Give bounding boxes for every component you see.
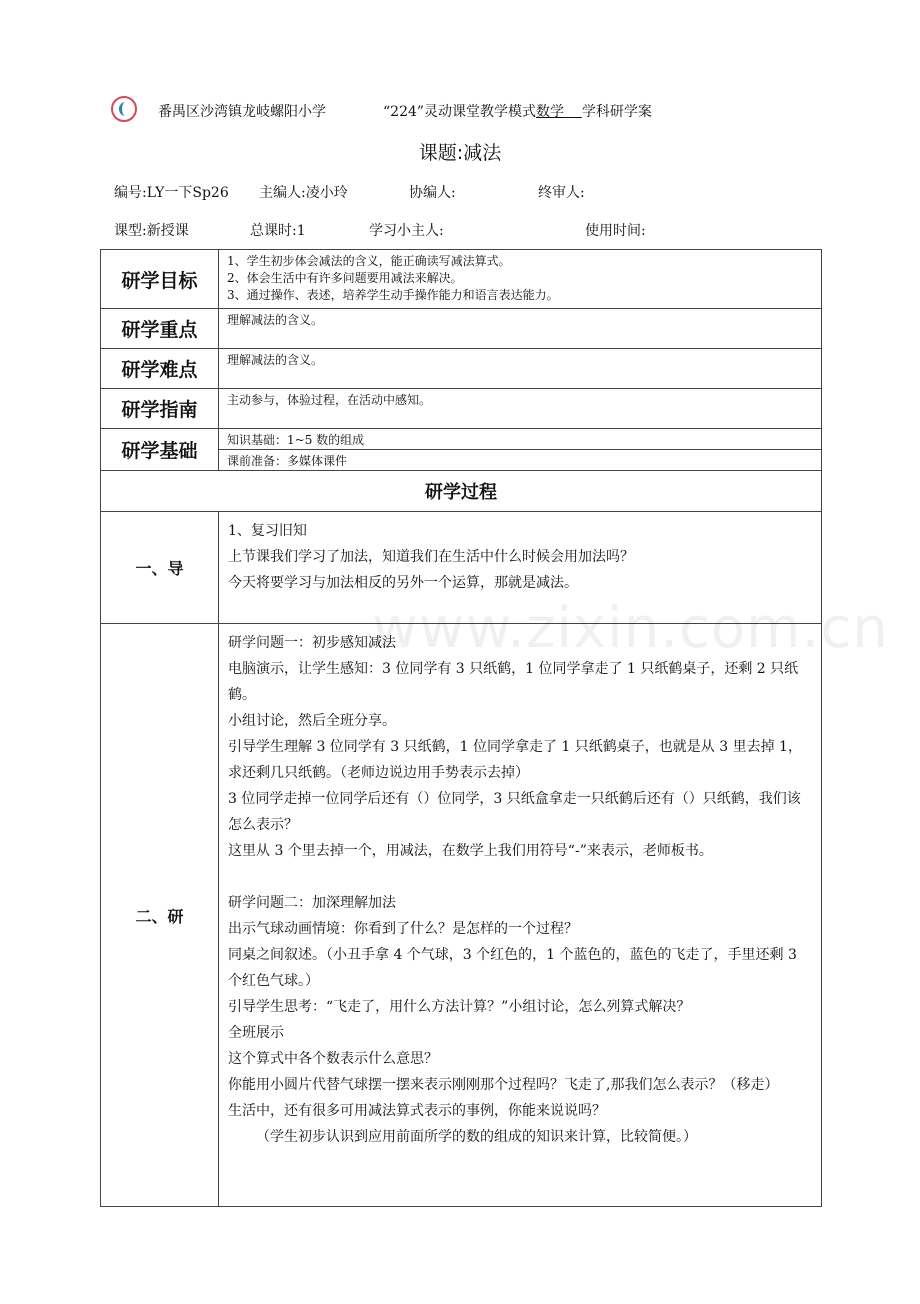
paragraph: 你能用小圆片代替气球摆一摆来表示刚刚那个过程吗？飞走了,那我们怎么表示？（移走） xyxy=(228,1077,779,1093)
guide-label: 研学指南 xyxy=(101,389,219,429)
process-heading: 研学过程 xyxy=(101,471,822,512)
basis-preparation: 课前准备：多媒体课件 xyxy=(227,454,348,468)
school-logo-icon xyxy=(111,96,137,122)
paragraph: 今天将要学习与加法相反的另外一个运算，那就是减法。 xyxy=(228,575,578,591)
lesson-type: 课型:新授课 xyxy=(114,223,189,239)
watermark: www.zixin.com.cn xyxy=(372,596,889,661)
section-guide-label: 一、导 xyxy=(101,512,219,624)
basis-label: 研学基础 xyxy=(101,429,219,471)
total-hours: 总课时:1 xyxy=(250,223,306,239)
key-point-text: 理解减法的含义。 xyxy=(219,309,822,349)
closing-note: （学生初步认识到应用前面所学的数的组成的知识来计算，比较简便。） xyxy=(256,1129,697,1145)
paragraph: 1、复习旧知 xyxy=(228,523,307,539)
subject-name: 数学 xyxy=(536,104,565,120)
paragraph: 这里从 3 个里去掉一个，用减法，在数学上我们用符号“-”来表示，老师板书。 xyxy=(228,843,713,859)
section-guide-content xyxy=(219,512,822,624)
difficulty-text: 理解减法的含义。 xyxy=(219,349,822,389)
paragraph: 全班展示 xyxy=(228,1025,284,1041)
goal-label: 研学目标 xyxy=(101,250,219,309)
paragraph: 同桌之间叙述。（小丑手拿 4 个气球，3 个红色的，1 个蓝色的，蓝色的飞走了，手里还剩 3 个红色气球。） xyxy=(228,947,797,989)
section-study-label: 二、研 xyxy=(101,624,219,1207)
guide-text: 主动参与，体验过程，在活动中感知。 xyxy=(219,389,822,429)
difficulty-label: 研学难点 xyxy=(101,349,219,389)
study-host: 学习小主人: xyxy=(369,223,444,239)
paragraph: 3 位同学走掉一位同学后还有（）位同学，3 只纸盒拿走一只纸鹤后还有（）只纸鹤，我们该怎么表示？ xyxy=(228,791,801,833)
paragraph: 研学问题一：初步感知减法 xyxy=(228,635,396,651)
section-study-content xyxy=(219,624,822,1207)
paragraph: 引导学生理解 3 位同学有 3 只纸鹤，1 位同学拿走了 1 只纸鹤桌子，也就是从 3 里去掉 1，求还剩几只纸鹤。（老师边说边用手势表示去掉） xyxy=(228,739,802,781)
paragraph: 引导学生思考：“飞走了，用什么方法计算？”小组讨论，怎么列算式解决？ xyxy=(228,999,691,1015)
teaching-mode: “224”灵动课堂教学模式数学 学科研学案 xyxy=(383,104,652,120)
goal-list xyxy=(219,250,822,309)
school-name: 番禺区沙湾镇龙岐螺阳小学 xyxy=(158,104,326,120)
use-time: 使用时间: xyxy=(585,223,646,239)
basis-knowledge: 知识基础：1~5 数的组成 xyxy=(219,429,821,450)
study-plan-table xyxy=(100,249,822,1207)
paragraph: 研学问题二：加深理解加法 xyxy=(228,895,396,911)
chief-editor: 主编人:凌小玲 xyxy=(259,185,348,201)
final-reviewer: 终审人: xyxy=(538,185,585,201)
doc-code: 编号:LY一下Sp26 xyxy=(114,185,229,201)
paragraph: 生活中，还有很多可用减法算式表示的事例，你能来说说吗？ xyxy=(228,1103,606,1119)
paragraph: 出示气球动画情境：你看到了什么？是怎样的一个过程？ xyxy=(228,921,578,937)
co-editor: 协编人: xyxy=(409,185,456,201)
paragraph: 小组讨论，然后全班分享。 xyxy=(228,713,396,729)
paragraph: 这个算式中各个数表示什么意思？ xyxy=(228,1051,438,1067)
goal-item: 2、体会生活中有许多问题要用减法来解决。 xyxy=(227,271,463,285)
page-title: 课题:减法 xyxy=(418,142,502,164)
paragraph: 电脑演示，让学生感知：3 位同学有 3 只纸鹤，1 位同学拿走了 1 只纸鹤桌子，还剩 2 只纸鹤。 xyxy=(228,661,799,703)
goal-item: 1、学生初步体会减法的含义，能正确读写减法算式。 xyxy=(227,254,511,268)
goal-item: 3、通过操作、表述，培养学生动手操作能力和语言表达能力。 xyxy=(227,288,559,302)
key-point-label: 研学重点 xyxy=(101,309,219,349)
paragraph: 上节课我们学习了加法，知道我们在生活中什么时候会用加法吗？ xyxy=(228,549,634,565)
